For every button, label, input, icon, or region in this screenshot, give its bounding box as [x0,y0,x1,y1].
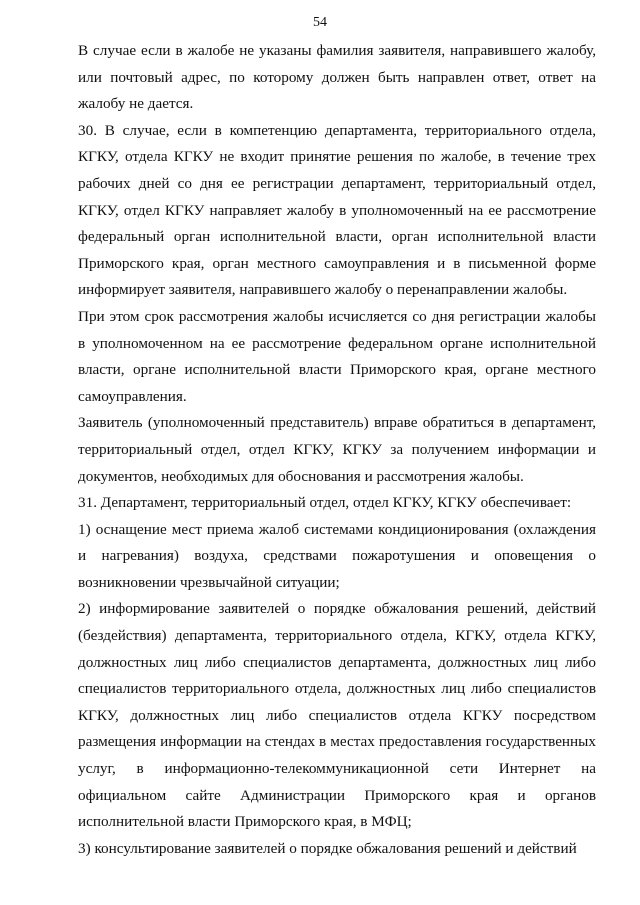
list-item-1: 1) оснащение мест приема жалоб системами кондиционирования (охлаждения и нагревания) воздуха, средствами пожаротушения и оповещения о возникновении чрезвычайной ситуации; [78,520,596,591]
paragraph-applicant-rights: Заявитель (уполномоченный представитель) вправе обратиться в департамент, территориальный отдел, отдел КГКУ, КГКУ за получением информации и документов, необходимых для обоснования и рассмотрения жалобы. [78,414,596,485]
list-item-2: 2) информирование заявителей о порядке обжалования решений, действий (бездействия) департамента, территориального отдела, КГКУ, отдела КГКУ, должностных лиц либо специалистов департамента, должностных лиц либо специалистов территориального отдела, должностных лиц либо специалистов КГКУ, должностных лиц либо специалистов отдела КГКУ посредством размещения информации на стендах в местах предоставления государственных услуг, в информационно-телекоммуникационной сети Интернет на официальном сайте Администрации Приморского края и органов исполнительной власти Приморского края, в МФЦ; [78,600,596,831]
list-item-3: 3) консультирование заявителей о порядке обжалования решений и действий [78,839,577,857]
document-body [78,38,596,862]
paragraph-review-period: При этом срок рассмотрения жалобы исчисляется со дня регистрации жалобы в уполномоченном на ее рассмотрение федеральном органе исполнительной власти, органе исполнительной власти Приморского края, органе местного самоуправления. [78,307,596,405]
page-number: 54 [313,15,327,30]
paragraph-item-31: 31. Департамент, территориальный отдел, отдел КГКУ, КГКУ обеспечивает: [78,494,572,512]
paragraph-missing-address: В случае если в жалобе не указаны фамилия заявителя, направившего жалобу, или почтовый адрес, по которому должен быть направлен ответ, ответ на жалобу не дается. [78,42,596,113]
paragraph-item-30: 30. В случае, если в компетенцию департамента, территориального отдела, КГКУ, отдела КГКУ не входит принятие решения по жалобе, в течение трех рабочих дней со дня ее регистрации департамент, территориальный отдел, КГКУ, отдел КГКУ направляет жалобу в уполномоченный на ее рассмотрение федеральный орган исполнительной власти, орган исполнительной власти Приморского края, орган местного самоуправления и в письменной форме информирует заявителя, направившего жалобу о перенаправлении жалобы. [78,121,596,299]
